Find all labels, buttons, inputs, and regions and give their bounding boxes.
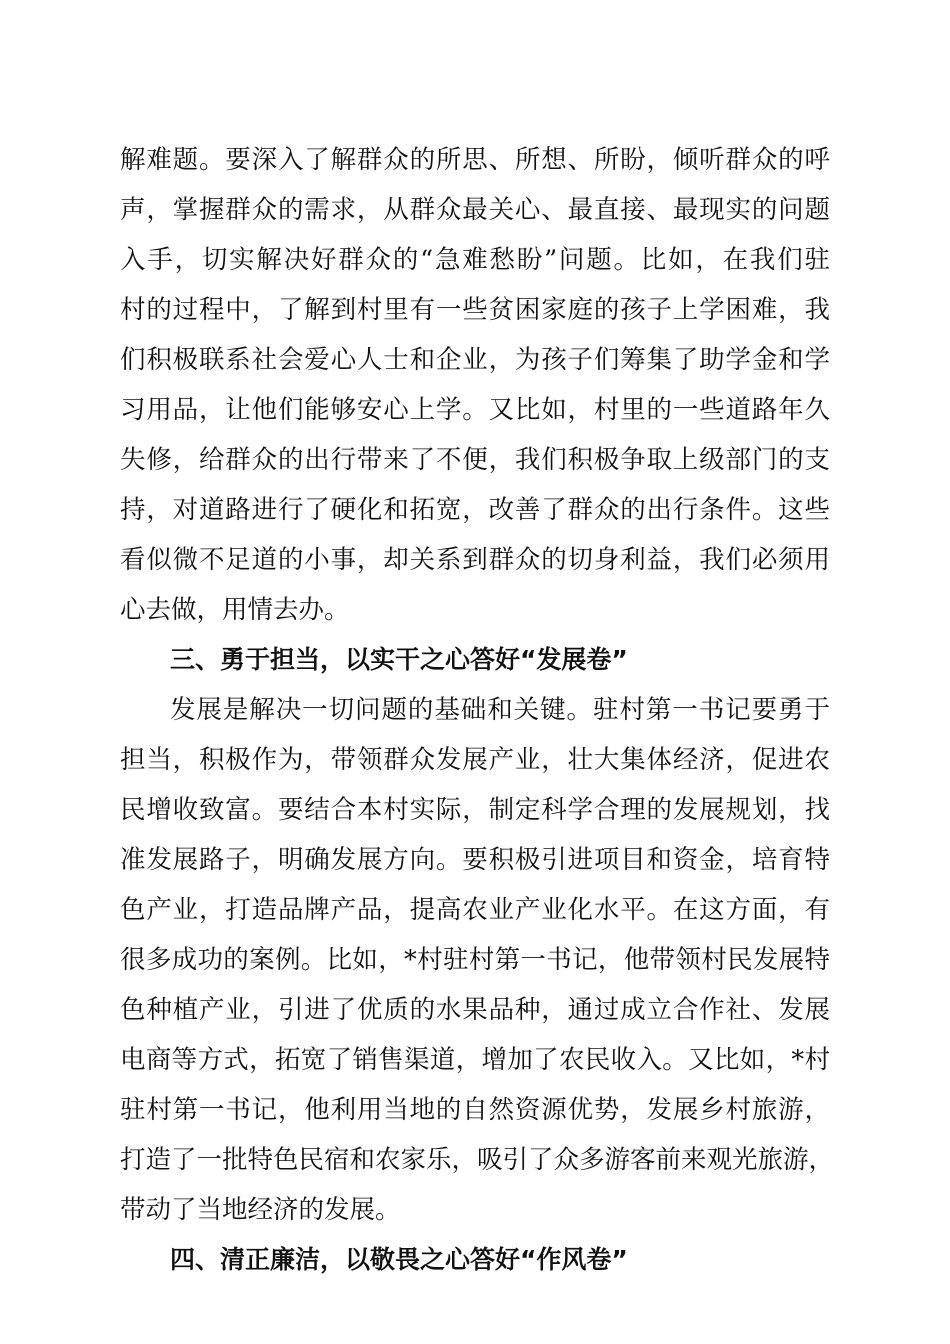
paragraph-line: 声，掌握群众的需求，从群众最关心、最直接、最现实的问题 [120,195,830,225]
paragraph-line: 民增收致富。要结合本村实际，制定科学合理的发展规划，找 [120,795,830,825]
paragraph-line: 电商等方式，拓宽了销售渠道，增加了农民收入。又比如，*村 [120,1045,830,1075]
paragraph-line: 色产业，打造品牌产品，提高农业产业化水平。在这方面，有 [120,895,830,925]
paragraph-line: 发展是解决一切问题的基础和关键。驻村第一书记要勇于 [170,695,830,725]
paragraph-line: 村的过程中，了解到村里有一些贫困家庭的孩子上学困难，我 [120,295,830,325]
paragraph-line: 习用品，让他们能够安心上学。又比如，村里的一些道路年久 [120,395,830,425]
section-heading-4: 四、清正廉洁，以敬畏之心答好“作风卷” [170,1245,628,1274]
paragraph-line: 看似微不足道的小事，却关系到群众的切身利益，我们必须用 [120,545,830,575]
paragraph-line: 担当，积极作为，带领群众发展产业，壮大集体经济，促进农 [120,745,830,775]
paragraph-line: 失修，给群众的出行带来了不便，我们积极争取上级部门的支 [120,445,830,475]
paragraph-line: 很多成功的案例。比如，*村驻村第一书记，他带领村民发展特 [120,945,830,975]
paragraph-line: 色种植产业，引进了优质的水果品种，通过成立合作社、发展 [120,995,830,1025]
paragraph-line: 持，对道路进行了硬化和拓宽，改善了群众的出行条件。这些 [120,495,830,525]
paragraph-line: 解难题。要深入了解群众的所思、所想、所盼，倾听群众的呼 [120,145,830,175]
paragraph-line: 带动了当地经济的发展。 [120,1195,401,1225]
paragraph-line: 打造了一批特色民宿和农家乐，吸引了众多游客前来观光旅游， [120,1145,835,1175]
section-heading-3: 三、勇于担当，以实干之心答好“发展卷” [170,645,628,674]
paragraph-line: 驻村第一书记，他利用当地的自然资源优势，发展乡村旅游， [120,1095,830,1125]
paragraph-line: 们积极联系社会爱心人士和企业，为孩子们筹集了助学金和学 [120,345,830,375]
paragraph-line: 心去做，用情去办。 [120,595,350,625]
paragraph-line: 入手，切实解决好群众的“急难愁盼”问题。比如，在我们驻 [120,245,830,275]
paragraph-line: 准发展路子，明确发展方向。要积极引进项目和资金，培育特 [120,845,830,875]
